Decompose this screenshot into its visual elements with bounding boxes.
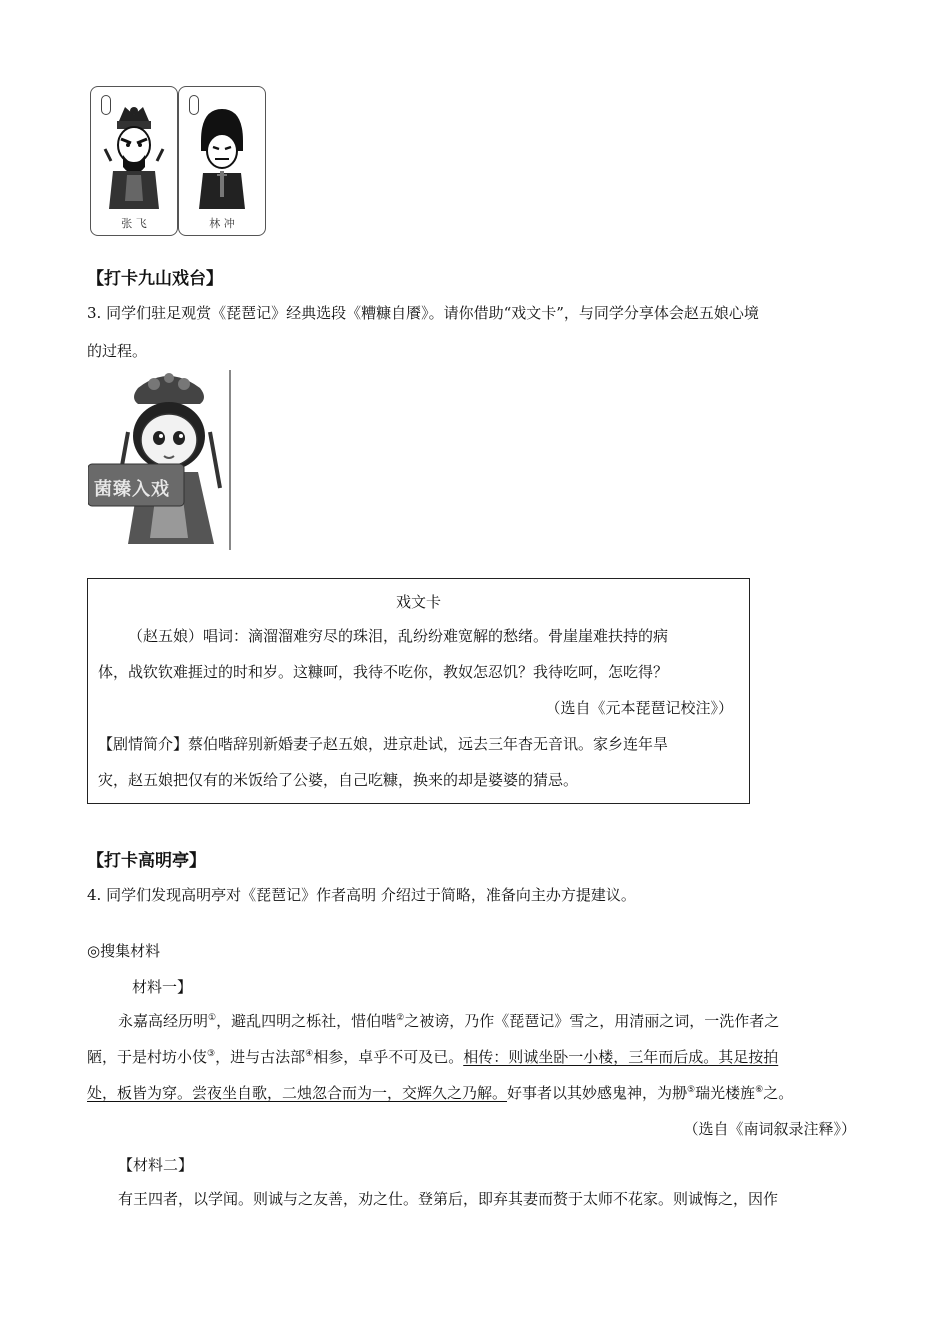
linchong-figure-icon bbox=[187, 101, 257, 213]
zhaowuniang-figure bbox=[88, 368, 234, 554]
m1-text: 好事者以其妙感鬼神，为刱 bbox=[507, 1084, 688, 1102]
m1-text: 瑞光楼旌 bbox=[695, 1084, 756, 1102]
play-text-card bbox=[87, 578, 750, 804]
card-name: 张 飞 bbox=[121, 217, 147, 230]
material-2-line1: 有王四者，以学闻。则诚与之友善，劝之仕。登第后，即弃其妻而赘于太师不花家。则诚悔之，因作 bbox=[118, 1190, 779, 1208]
card-linchong bbox=[178, 86, 266, 236]
m1-text: 之。 bbox=[763, 1084, 794, 1102]
material-1-line1 bbox=[118, 1010, 779, 1031]
m1-text: ，避乱四明之栎社，惜伯喈 bbox=[216, 1012, 397, 1030]
footnote-mark: ⑥ bbox=[755, 1085, 764, 1095]
lyric-source: （选自《元本琵琶记校注》） bbox=[545, 699, 733, 717]
lyric-line-2: 体，战钦钦难捱过的时和岁。这糠呵，我待不吃你，教奴怎忍饥？我待吃呵，怎吃得？ bbox=[98, 663, 669, 681]
m1-underlined-text: 处，板皆为穿。尝夜坐自歌，二烛忽合而为一，交辉久之乃解。 bbox=[87, 1084, 508, 1102]
opera-girl-icon bbox=[88, 368, 234, 554]
m1-underlined-text: 相传：则诚坐卧一小楼，三年而后成。其足按拍 bbox=[463, 1048, 779, 1066]
zhangfei-figure-icon bbox=[99, 101, 169, 213]
collect-materials-label: ◎搜集材料 bbox=[87, 942, 161, 960]
material-1-line3 bbox=[87, 1082, 793, 1103]
card-zhangfei bbox=[90, 86, 178, 236]
figure-sign-text: 菌臻入戏 bbox=[94, 479, 170, 500]
plot-line-2: 灾，赵五娘把仅有的米饭给了公婆，自己吃糠，换来的却是婆婆的猜忌。 bbox=[98, 771, 579, 789]
question-3-line2: 的过程。 bbox=[87, 342, 148, 360]
m1-text: 相参，卓乎不可及已。 bbox=[313, 1048, 464, 1066]
footnote-mark: ① bbox=[208, 1013, 217, 1023]
material-2-label: 【材料二】 bbox=[118, 1156, 194, 1174]
section-heading-jiushan: 【打卡九山戏台】 bbox=[87, 269, 223, 289]
footnote-mark: ⑤ bbox=[687, 1085, 696, 1095]
question-4-line: 4. 同学们发现高明亭对《琵琶记》作者高明 介绍过于简略，准备向主办方提建议。 bbox=[87, 886, 636, 904]
m1-text: 之被谤，乃作《琵琶记》雪之，用清丽之词，一洗作者之 bbox=[404, 1012, 780, 1030]
material-1-source: （选自《南词叙录注释》） bbox=[683, 1120, 856, 1138]
card-name: 林 冲 bbox=[209, 217, 235, 230]
footnote-mark: ④ bbox=[305, 1049, 314, 1059]
lyric-line-1: （赵五娘）唱词：滴溜溜难穷尽的珠泪，乱纷纷难宽解的愁绪。骨崖崖难扶持的病 bbox=[128, 627, 669, 645]
m1-text: ，进与古法部 bbox=[215, 1048, 306, 1066]
section-heading-gaoming: 【打卡高明亭】 bbox=[87, 851, 206, 871]
plot-line-1: 【剧情简介】蔡伯喈辞别新婚妻子赵五娘，进京赴试，远去三年杳无音讯。家乡连年旱 bbox=[98, 735, 669, 753]
question-3-line1: 3. 同学们驻足观赏《琵琶记》经典选段《糟糠自餍》。请你借助“戏文卡”，与同学分享体会赵五娘心境 bbox=[87, 304, 759, 322]
material-1-label: 材料一】 bbox=[132, 978, 193, 996]
card-title: 戏文卡 bbox=[395, 593, 441, 611]
m1-text: 陋，于是村坊小伎 bbox=[87, 1048, 208, 1066]
footnote-mark: ② bbox=[396, 1013, 405, 1023]
material-1-line2 bbox=[87, 1046, 778, 1067]
footnote-mark: ③ bbox=[207, 1049, 216, 1059]
m1-text: 永嘉高经历明 bbox=[118, 1012, 209, 1030]
